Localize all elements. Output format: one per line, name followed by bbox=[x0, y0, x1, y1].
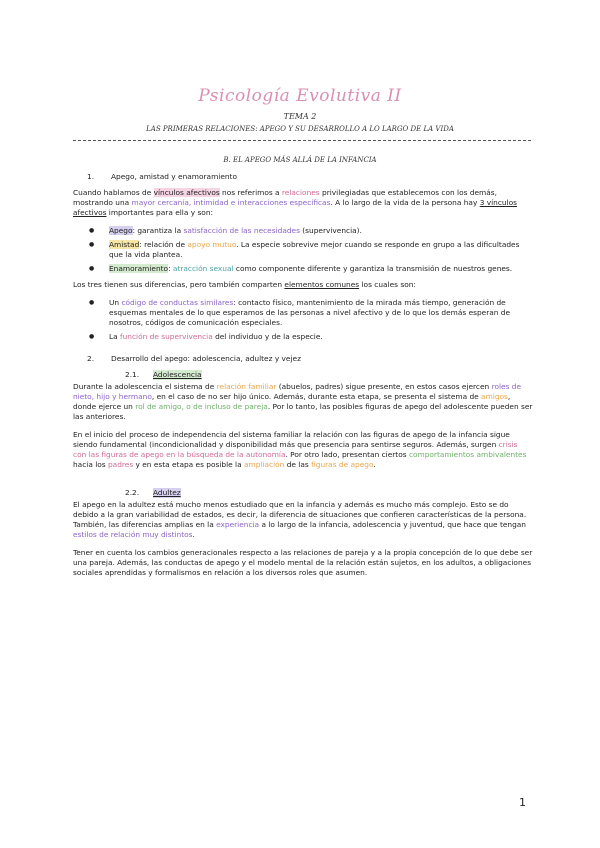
text-run: los cuales son: bbox=[359, 280, 416, 289]
text-run: de las bbox=[284, 460, 312, 469]
paragraph bbox=[73, 280, 533, 290]
document-title: Psicología Evolutiva II bbox=[198, 86, 402, 106]
heading-number: 2.1. bbox=[125, 370, 140, 379]
colored-term: estilos de relación muy distintos bbox=[73, 530, 193, 539]
text-run: del individuo y de la especie. bbox=[212, 332, 323, 341]
colored-term: figuras de apego bbox=[311, 460, 374, 469]
colored-term: relación familiar bbox=[216, 382, 277, 391]
heading-number: 1. bbox=[87, 172, 95, 181]
text-run: privilegiadas que establecemos con los demás, mostrando una bbox=[73, 188, 497, 207]
heading-text: Desarrollo del apego: adolescencia, adultez y vejez bbox=[111, 354, 301, 363]
underlined-term: 3 vínculos afectivos bbox=[73, 198, 518, 217]
list-item bbox=[73, 240, 533, 260]
heading-number: 2. bbox=[87, 354, 95, 363]
text-run: : relación de bbox=[139, 240, 188, 249]
text-run: importantes para ella y son: bbox=[106, 208, 214, 217]
list-item bbox=[73, 264, 533, 274]
paragraph bbox=[73, 188, 533, 218]
highlighted-term: Enamoramiento bbox=[109, 264, 169, 273]
colored-term: experiencia bbox=[216, 520, 260, 529]
colored-term: ampliación bbox=[243, 460, 285, 469]
page-number: 1 bbox=[519, 796, 526, 809]
paragraph bbox=[73, 382, 533, 422]
paragraph: Tener en cuenta los cambios generacionales respecto a las relaciones de pareja y a la propia concepción de lo que debe ser una pareja. Además, las conductas de apego y el modelo mental de la relación están sujetos, en los adultos, a obligaciones sociales aprendidas y formalismos en relación a los diversos roles que asumen. bbox=[73, 548, 533, 577]
colored-term: roles de nieto, hijo y hermano bbox=[73, 382, 522, 401]
heading-text: Adultez bbox=[153, 488, 181, 497]
heading-2 bbox=[73, 370, 533, 380]
text-run: , donde ejerce un bbox=[73, 392, 511, 411]
text-run: : bbox=[168, 264, 173, 273]
underlined-term: elementos comunes bbox=[284, 280, 360, 289]
colored-term: función de supervivencia bbox=[120, 332, 213, 341]
text-run: . La especie sobrevive mejor cuando se responde en grupo a las dificultades que la vida plantea. bbox=[109, 240, 520, 259]
heading-text: Adolescencia bbox=[153, 370, 202, 379]
colored-term: mayor cercanía, intimidad e interacciones específicas bbox=[131, 198, 331, 207]
heading-number: 2.2. bbox=[125, 488, 140, 497]
heading-1 bbox=[73, 354, 533, 364]
paragraph bbox=[73, 500, 533, 540]
document-body bbox=[73, 172, 533, 586]
list-item bbox=[73, 298, 533, 328]
text-run: (supervivencia). bbox=[299, 226, 362, 235]
list-item bbox=[73, 332, 533, 342]
heading-2 bbox=[73, 488, 533, 498]
text-run: . bbox=[373, 460, 376, 469]
list-item bbox=[73, 226, 533, 236]
text-run: El apego en la adultez está mucho menos estudiado que en la infancia y además es mucho más complejo. Esto se do debido a la gran variabilidad de estados, es decir, la diferencia de situaciones que confieren características de la persona. También, las diferencias amplias en la bbox=[73, 500, 527, 529]
colored-term: comportamientos ambivalentes bbox=[408, 450, 527, 459]
text-run: a lo largo de la infancia, adolescencia y juventud, que hace que tengan bbox=[259, 520, 526, 529]
text-run: hacia los bbox=[73, 460, 108, 469]
highlighted-term: Apego bbox=[109, 226, 133, 235]
text-run: . bbox=[192, 530, 195, 539]
text-run: Los tres tienen sus diferencias, pero también comparten bbox=[73, 280, 285, 289]
dashed-divider bbox=[73, 140, 531, 141]
text-run: : garantiza la bbox=[132, 226, 184, 235]
colored-term: crisis con las figuras de apego en la búsqueda de la autonomía bbox=[73, 440, 518, 459]
topic-label: TEMA 2 bbox=[283, 112, 317, 121]
text-run: Cuando hablamos de bbox=[73, 188, 154, 197]
colored-term: apoyo mutuo bbox=[187, 240, 237, 249]
topic-subtitle: LAS PRIMERAS RELACIONES: APEGO Y SU DESARROLLO A LO LARGO DE LA VIDA bbox=[146, 125, 454, 133]
colored-term: rol de amigo, o de incluso de pareja bbox=[135, 402, 268, 411]
text-run: Un bbox=[109, 298, 122, 307]
text-run: . Por otro lado, presentan ciertos bbox=[285, 450, 409, 459]
bullet-list bbox=[73, 226, 533, 274]
text-run: En el inicio del proceso de independencia del sistema familiar la relación con las figuras de apego de la infancia sigue siendo fundamental (incondicionalidad y disponibilidad más que presencia para sentirse seguros. Además, surgen bbox=[73, 430, 510, 449]
text-run: y en esta etapa es posible la bbox=[133, 460, 244, 469]
text-run: , en el caso de no ser hijo único. Además, durante esta etapa, se presenta el sistema de bbox=[151, 392, 482, 401]
colored-term: código de conductas similares bbox=[121, 298, 234, 307]
highlighted-term: Amistad bbox=[109, 240, 140, 249]
section-heading: B. EL APEGO MÁS ALLÁ DE LA INFANCIA bbox=[223, 156, 377, 164]
colored-term: atracción sexual bbox=[172, 264, 234, 273]
text-run: Durante la adolescencia el sistema de bbox=[73, 382, 217, 391]
paragraph bbox=[73, 430, 533, 470]
text-run: nos referimos a bbox=[219, 188, 282, 197]
text-run: como componente diferente y garantiza la transmisión de nuestros genes. bbox=[233, 264, 513, 273]
text-run: La bbox=[109, 332, 120, 341]
text-run: . A lo largo de la vida de la persona hay bbox=[330, 198, 480, 207]
heading-1 bbox=[73, 172, 533, 182]
colored-term: satisfacción de las necesidades bbox=[183, 226, 300, 235]
highlighted-term: vínculos afectivos bbox=[153, 188, 220, 197]
text-run: . Por lo tanto, las posibles figuras de apego del adolescente pueden ser las anteriores. bbox=[73, 402, 533, 421]
heading-text: Apego, amistad y enamoramiento bbox=[111, 172, 237, 181]
colored-term: padres bbox=[107, 460, 134, 469]
bullet-list bbox=[73, 298, 533, 342]
text-run: : contacto físico, mantenimiento de la mirada más tiempo, generación de esquemas mentales de lo que esperamos de las personas a nivel afectivo y de lo que los demás esperan de nosotros, códigos de comunicación especiales. bbox=[109, 298, 511, 327]
colored-term: amigos bbox=[481, 392, 508, 401]
text-run: (abuelos, padres) sigue presente, en estos casos ejercen bbox=[276, 382, 492, 391]
colored-term: relaciones bbox=[281, 188, 320, 197]
